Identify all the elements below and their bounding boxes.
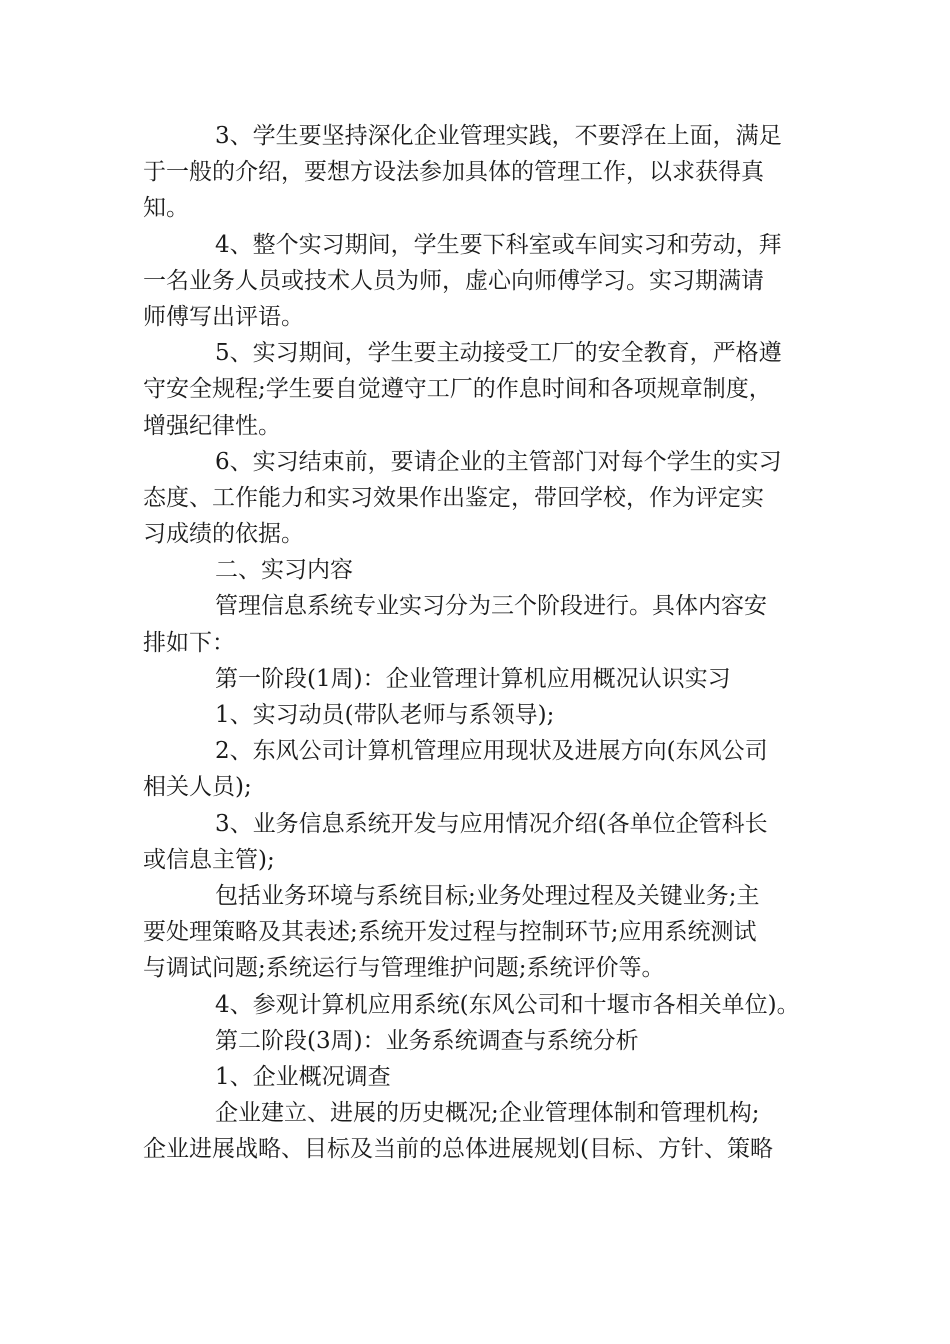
text-line: 态度、工作能力和实习效果作出鉴定，带回学校，作为评定实: [143, 484, 764, 511]
text-line: 二、实习内容: [215, 557, 353, 584]
text-line: 增强纪律性。: [143, 412, 281, 439]
text-line: 知。: [143, 195, 189, 222]
text-line: 5、实习期间，学生要主动接受工厂的安全教育，严格遵: [215, 340, 782, 367]
text-line: 包括业务环境与系统目标;业务处理过程及关键业务;主: [215, 882, 760, 909]
document-body: [143, 118, 823, 1167]
text-line: 6、实习结束前，要请企业的主管部门对每个学生的实习: [215, 448, 782, 475]
text-line: 排如下：: [143, 629, 235, 656]
text-line: 守安全规程;学生要自觉遵守工厂的作息时间和各项规章制度，: [143, 376, 772, 403]
text-line: 1、实习动员(带队老师与系领导);: [215, 702, 555, 728]
text-line: 企业建立、进展的历史概况;企业管理体制和管理机构;: [215, 1100, 760, 1127]
text-line: 企业进展战略、目标及当前的总体进展规划(目标、方针、策略: [143, 1136, 773, 1163]
text-line: 管理信息系统专业实习分为三个阶段进行。具体内容安: [215, 593, 767, 620]
text-line: 4、整个实习期间，学生要下科室或车间实习和劳动，拜: [215, 231, 782, 258]
text-line: 一名业务人员或技术人员为师，虚心向师傅学习。实习期满请: [143, 267, 764, 294]
text-line: 第一阶段(1周)：企业管理计算机应用概况认识实习: [215, 665, 731, 692]
text-line: 师傅写出评语。: [143, 303, 304, 330]
text-line: 3、学生要坚持深化企业管理实践，不要浮在上面，满足: [215, 123, 782, 149]
text-line: 3、业务信息系统开发与应用情况介绍(各单位企管科长: [215, 810, 768, 837]
text-line: 于一般的介绍，要想方设法参加具体的管理工作，以求获得真: [143, 159, 764, 186]
text-line: 要处理策略及其表述;系统开发过程与控制环节;应用系统测试: [143, 919, 757, 946]
text-line: 4、参观计算机应用系统(东风公司和十堰市各相关单位)。: [215, 991, 800, 1018]
text-line: 2、东风公司计算机管理应用现状及进展方向(东风公司: [215, 738, 768, 765]
text-line: 习成绩的依据。: [143, 521, 304, 548]
text-line: 第二阶段(3周)：业务系统调查与系统分析: [215, 1027, 639, 1054]
text-line: 或信息主管);: [143, 846, 275, 873]
text-line: 与调试问题;系统运行与管理维护问题;系统评价等。: [143, 955, 665, 982]
text-line: 相关人员);: [143, 774, 252, 801]
text-line: 1、企业概况调查: [215, 1063, 391, 1090]
